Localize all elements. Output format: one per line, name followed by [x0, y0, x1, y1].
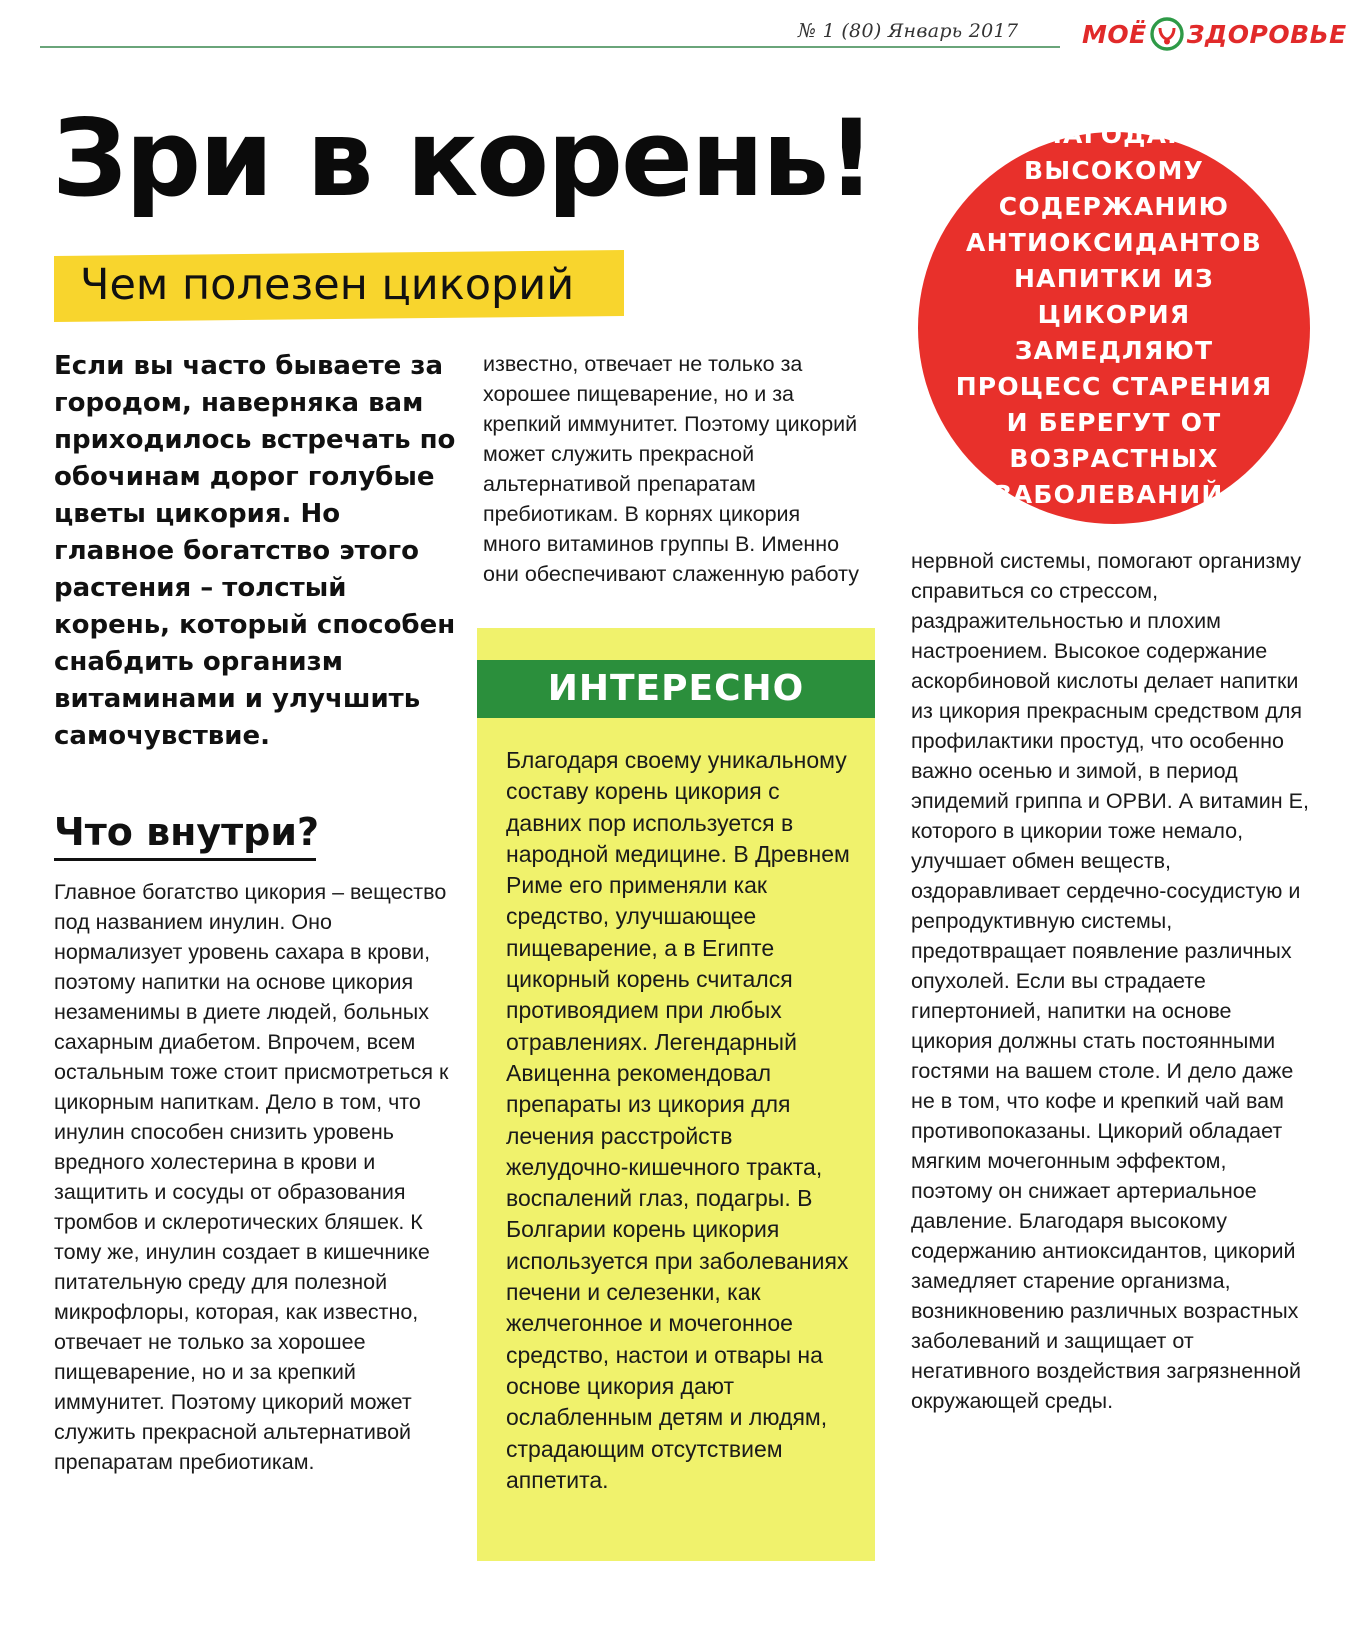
callout-text: БЛАГОДАРЯ ВЫСОКОМУ СОДЕРЖАНИЮ АНТИОКСИДАНТОВ НАПИТКИ ИЗ ЦИКОРИЯ ЗАМЕДЛЯЮТ ПРОЦЕСС СТАРЕНИЯ И БЕРЕГУТ ОТ ВОЗРАСТНЫХ ЗАБОЛЕВАНИЙ.: [955, 120, 1273, 509]
logo-text-left: МОЁ: [1082, 19, 1147, 49]
interesting-box-text: Благодаря своему уникальному составу корень цикория с давних пор используется в народной медицине. В Древнем Риме его применяли как средство, улучшающее пищеварение, а в Египте цикорный корень считался противоядием при любых отравлениях. Легендарный Авиценна рекомендовал препараты из цикория для лечения расстройств желудочно-кишечного тракта, воспалений глаз, подагры. В Болгарии корень цикория используется при заболеваниях печени и селезенки, как желчегонное и мочегонное средство, настои и отвары на основе цикория дают ослабленным детям и людям, страдающим отсутствием аппетита.: [506, 747, 850, 1493]
column-2-text: известно, отвечает не только за хорошее пищеварение, но и за крепкий иммунитет. Поэтому цикорий может служить прекрасной альтернативой препаратам пребиотикам. В корнях цикория много витаминов группы В. Именно они обеспечивают слаженную работу: [483, 352, 859, 586]
column-3-text: нервной системы, помогают организму справиться со стрессом, раздражительностью и плохим настроением. Высокое содержание аскорбиновой кислоты делает напитки из цикория прекрасным средством для профилактики простуд, что особенно важно осенью и зимой, в период эпидемий гриппа и ОРВИ. А витамин Е, которого в цикории тоже немало, улучшает обмен веществ, оздоравливает сердечно-сосудистую и репродуктивную системы, предотвращает появление различных опухолей. Если вы страдаете гипертонией, напитки на основе цикория должны стать постоянными гостями на вашем столе. И дело даже не в том, что кофе и крепкий чай вам противопоказаны. Цикорий обладает мягким мочегонным эффектом, поэтому он снижает артериальное давление. Благодаря высокому содержанию антиоксидантов, цикорий замедляет старение организма, возникновению различных возрастных заболеваний и защищает от негативного воздействия загрязненной окружающей среды.: [911, 549, 1309, 1413]
column-1-text: Главное богатство цикория – вещество под названием инулин. Оно нормализует уровень сахара в крови, поэтому напитки на основе цикория незаменимы в диете людей, больных сахарным диабетом. Впрочем, всем остальным тоже стоит присмотреться к цикорным напиткам. Дело в том, что инулин способен снизить уровень вредного холестерина в крови и защитить и сосуды от образования тромбов и склеротических бляшек. К тому же, инулин создает в кишечнике питательную среду для полезной микрофлоры, которая, как известно, отвечает не только за хорошее пищеварение, но и за крепкий иммунитет. Поэтому цикорий может служить прекрасной альтернативой препаратам пребиотикам.: [54, 880, 449, 1474]
issue-number: № 1 (80) Январь 2017: [798, 20, 1019, 42]
article-title: Зри в корень!: [52, 97, 874, 220]
magazine-logo: [1082, 12, 1347, 56]
article-subtitle: Чем полезен цикорий: [80, 260, 575, 310]
section-heading-underline: [54, 858, 316, 861]
section-heading: Что внутри?: [54, 810, 320, 854]
interesting-box-title: ИНТЕРЕСНО: [547, 668, 805, 709]
logo-text-right: ЗДОРОВЬЕ: [1186, 19, 1347, 49]
lead-paragraph: Если вы часто бываете за городом, наверняка вам приходилось встречать по обочинам дорог голубые цветы цикория. Но главное богатство этого растения – толстый корень, который способен снабдить организм витаминами и улучшить самочувствие.: [54, 351, 456, 751]
stethoscope-heart-icon: [1150, 17, 1184, 51]
callout-circle: [918, 120, 1310, 524]
header-rule: [40, 46, 1060, 48]
